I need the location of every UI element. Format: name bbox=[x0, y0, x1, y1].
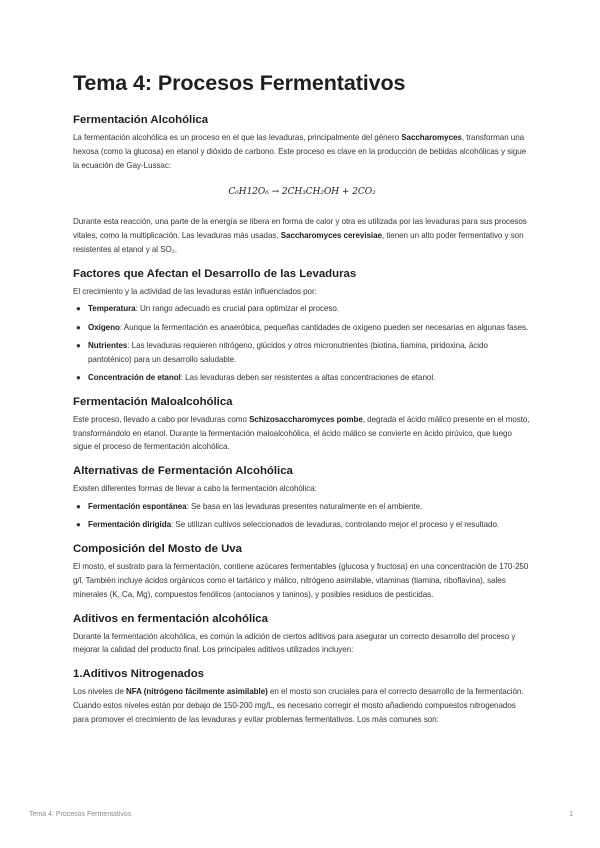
bullet-icon: ● bbox=[76, 373, 81, 383]
bullet-list bbox=[73, 500, 531, 532]
page-title: Tema 4: Procesos Fermentativos bbox=[73, 71, 406, 95]
section-heading: Composición del Mosto de Uva bbox=[73, 543, 242, 556]
section-maloalcoholica bbox=[73, 395, 531, 454]
bold-term: Saccharomyces cerevisiae bbox=[280, 230, 382, 240]
bold-term: Schizosaccharomyces pombe bbox=[249, 414, 363, 424]
section-aditivos-nitrogenados bbox=[73, 667, 531, 726]
paragraph: El mosto, el sustrato para la fermentación, contiene azúcares fermentables (glucosa y fructosa) en una concentración de 170-250 g/l. También incluye ácidos orgánicos como el tartárico y málico, nitrógeno asimilable, vitaminas (tiamina, riboflavina), sales minerales (K, Ca, Mg), compuestos fenólicos (antocianos y taninos), y posibles residuos de pesticidas. bbox=[73, 562, 529, 599]
paragraph: Durante esta reacción, una parte de la energía se libera en forma de calor y otra es utilizada por las levaduras para sus procesos vitales, como la multiplicación. Las levaduras más usadas, Saccharomyces cerevisiae, tienen un alto poder fermentativo y son resistentes al etanol y al SO₂. bbox=[73, 217, 527, 254]
paragraph: Los niveles de NFA (nitrógeno fácilmente asimilable) en el mosto son cruciales para el correcto desarrollo de la fermentación. Cuando estos niveles están por debajo de 150-200 mg/L, es necesario corregir el mosto añadiendo compuestos nitrogenados para promover el crecimiento de las levaduras y evitar problemas fermentativos. Los más comunes son: bbox=[73, 687, 524, 724]
list-item: ● Temperatura: Un rango adecuado es crucial para optimizar el proceso. bbox=[73, 302, 531, 316]
page-number: 1 bbox=[569, 811, 573, 818]
list-item: ● Fermentación espontánea: Se basa en las levaduras presentes naturalmente en el ambiente. bbox=[73, 500, 531, 514]
chemical-equation: C₆H12O₆ → 2CH₃CH₂OH + 2CO₂ bbox=[228, 187, 376, 198]
bullet-icon: ● bbox=[76, 502, 81, 512]
paragraph: La fermentación alcohólica es un proceso en el que las levaduras, principalmente del género Saccharomyces, transforman una hexosa (como la glucosa) en etanol y dióxido de carbono. Este proceso es clave en la producción de bebidas alcohólicas y sigue la ecuación de Gay-Lussac: bbox=[73, 133, 527, 170]
bullet-icon: ● bbox=[76, 322, 81, 332]
section-heading: Factores que Afectan el Desarrollo de las Levaduras bbox=[73, 267, 357, 280]
list-item: ● Oxígeno: Aunque la fermentación es anaeróbica, pequeñas cantidades de oxígeno pueden ser necesarias en algunas fases. bbox=[73, 321, 531, 335]
paragraph: Durante la fermentación alcohólica, es común la adición de ciertos aditivos para asegurar un correcto desarrollo del proceso y mejorar la calidad del producto final. Los principales aditivos utilizados incluyen: bbox=[73, 631, 516, 655]
section-heading: Aditivos en fermentación alcohólica bbox=[73, 612, 268, 625]
footer-title: Tema 4: Procesos Fermentativos bbox=[29, 811, 132, 818]
section-heading: 1.Aditivos Nitrogenados bbox=[73, 668, 205, 681]
section-fermentacion-alcoholica bbox=[73, 113, 531, 257]
paragraph: Este proceso, llevado a cabo por levaduras como Schizosaccharomyces pombe, degrada el ácido málico presente en el mosto, transformándolo en etanol. Durante la fermentación maloalcohólica, el ácido málico se convierte en ácido pirúvico, que luego sigue el proceso de fermentación alcohólica. bbox=[73, 414, 530, 452]
bold-term: Saccharomyces bbox=[401, 133, 462, 142]
section-heading: Alternativas de Fermentación Alcohólica bbox=[73, 465, 293, 478]
section-heading: Fermentación Maloalcohólica bbox=[73, 395, 233, 408]
list-item: ● Fermentación dirigida: Se utilizan cultivos seleccionados de levaduras, controlando mejor el proceso y el resultado. bbox=[73, 518, 531, 532]
page-footer bbox=[29, 811, 573, 818]
section-aditivos bbox=[73, 612, 531, 658]
document-body bbox=[73, 113, 531, 737]
section-factores-levaduras bbox=[73, 267, 531, 385]
paragraph: Existen diferentes formas de llevar a cabo la fermentación alcohólica: bbox=[73, 484, 317, 494]
section-alternativas bbox=[73, 464, 531, 532]
bullet-icon: ● bbox=[76, 520, 81, 530]
bold-term: NFA (nitrógeno fácilmente asimilable) bbox=[125, 687, 268, 697]
list-item: ● Concentración de etanol: Las levaduras deben ser resistentes a altas concentraciones de etanol. bbox=[73, 371, 531, 385]
paragraph: El crecimiento y la actividad de las levaduras están influenciados por: bbox=[73, 286, 317, 296]
bullet-list bbox=[73, 302, 531, 384]
section-mosto-uva bbox=[73, 542, 531, 601]
list-item: ● Nutrientes: Las levaduras requieren nitrógeno, glúcidos y otros micronutrientes (biotina, tiamina, piridoxina, ácido pantoténico) para un desarrollo saludable. bbox=[76, 340, 488, 364]
bullet-icon: ● bbox=[76, 304, 81, 314]
bullet-icon: ● bbox=[76, 340, 81, 350]
section-heading: Fermentación Alcohólica bbox=[73, 114, 209, 126]
